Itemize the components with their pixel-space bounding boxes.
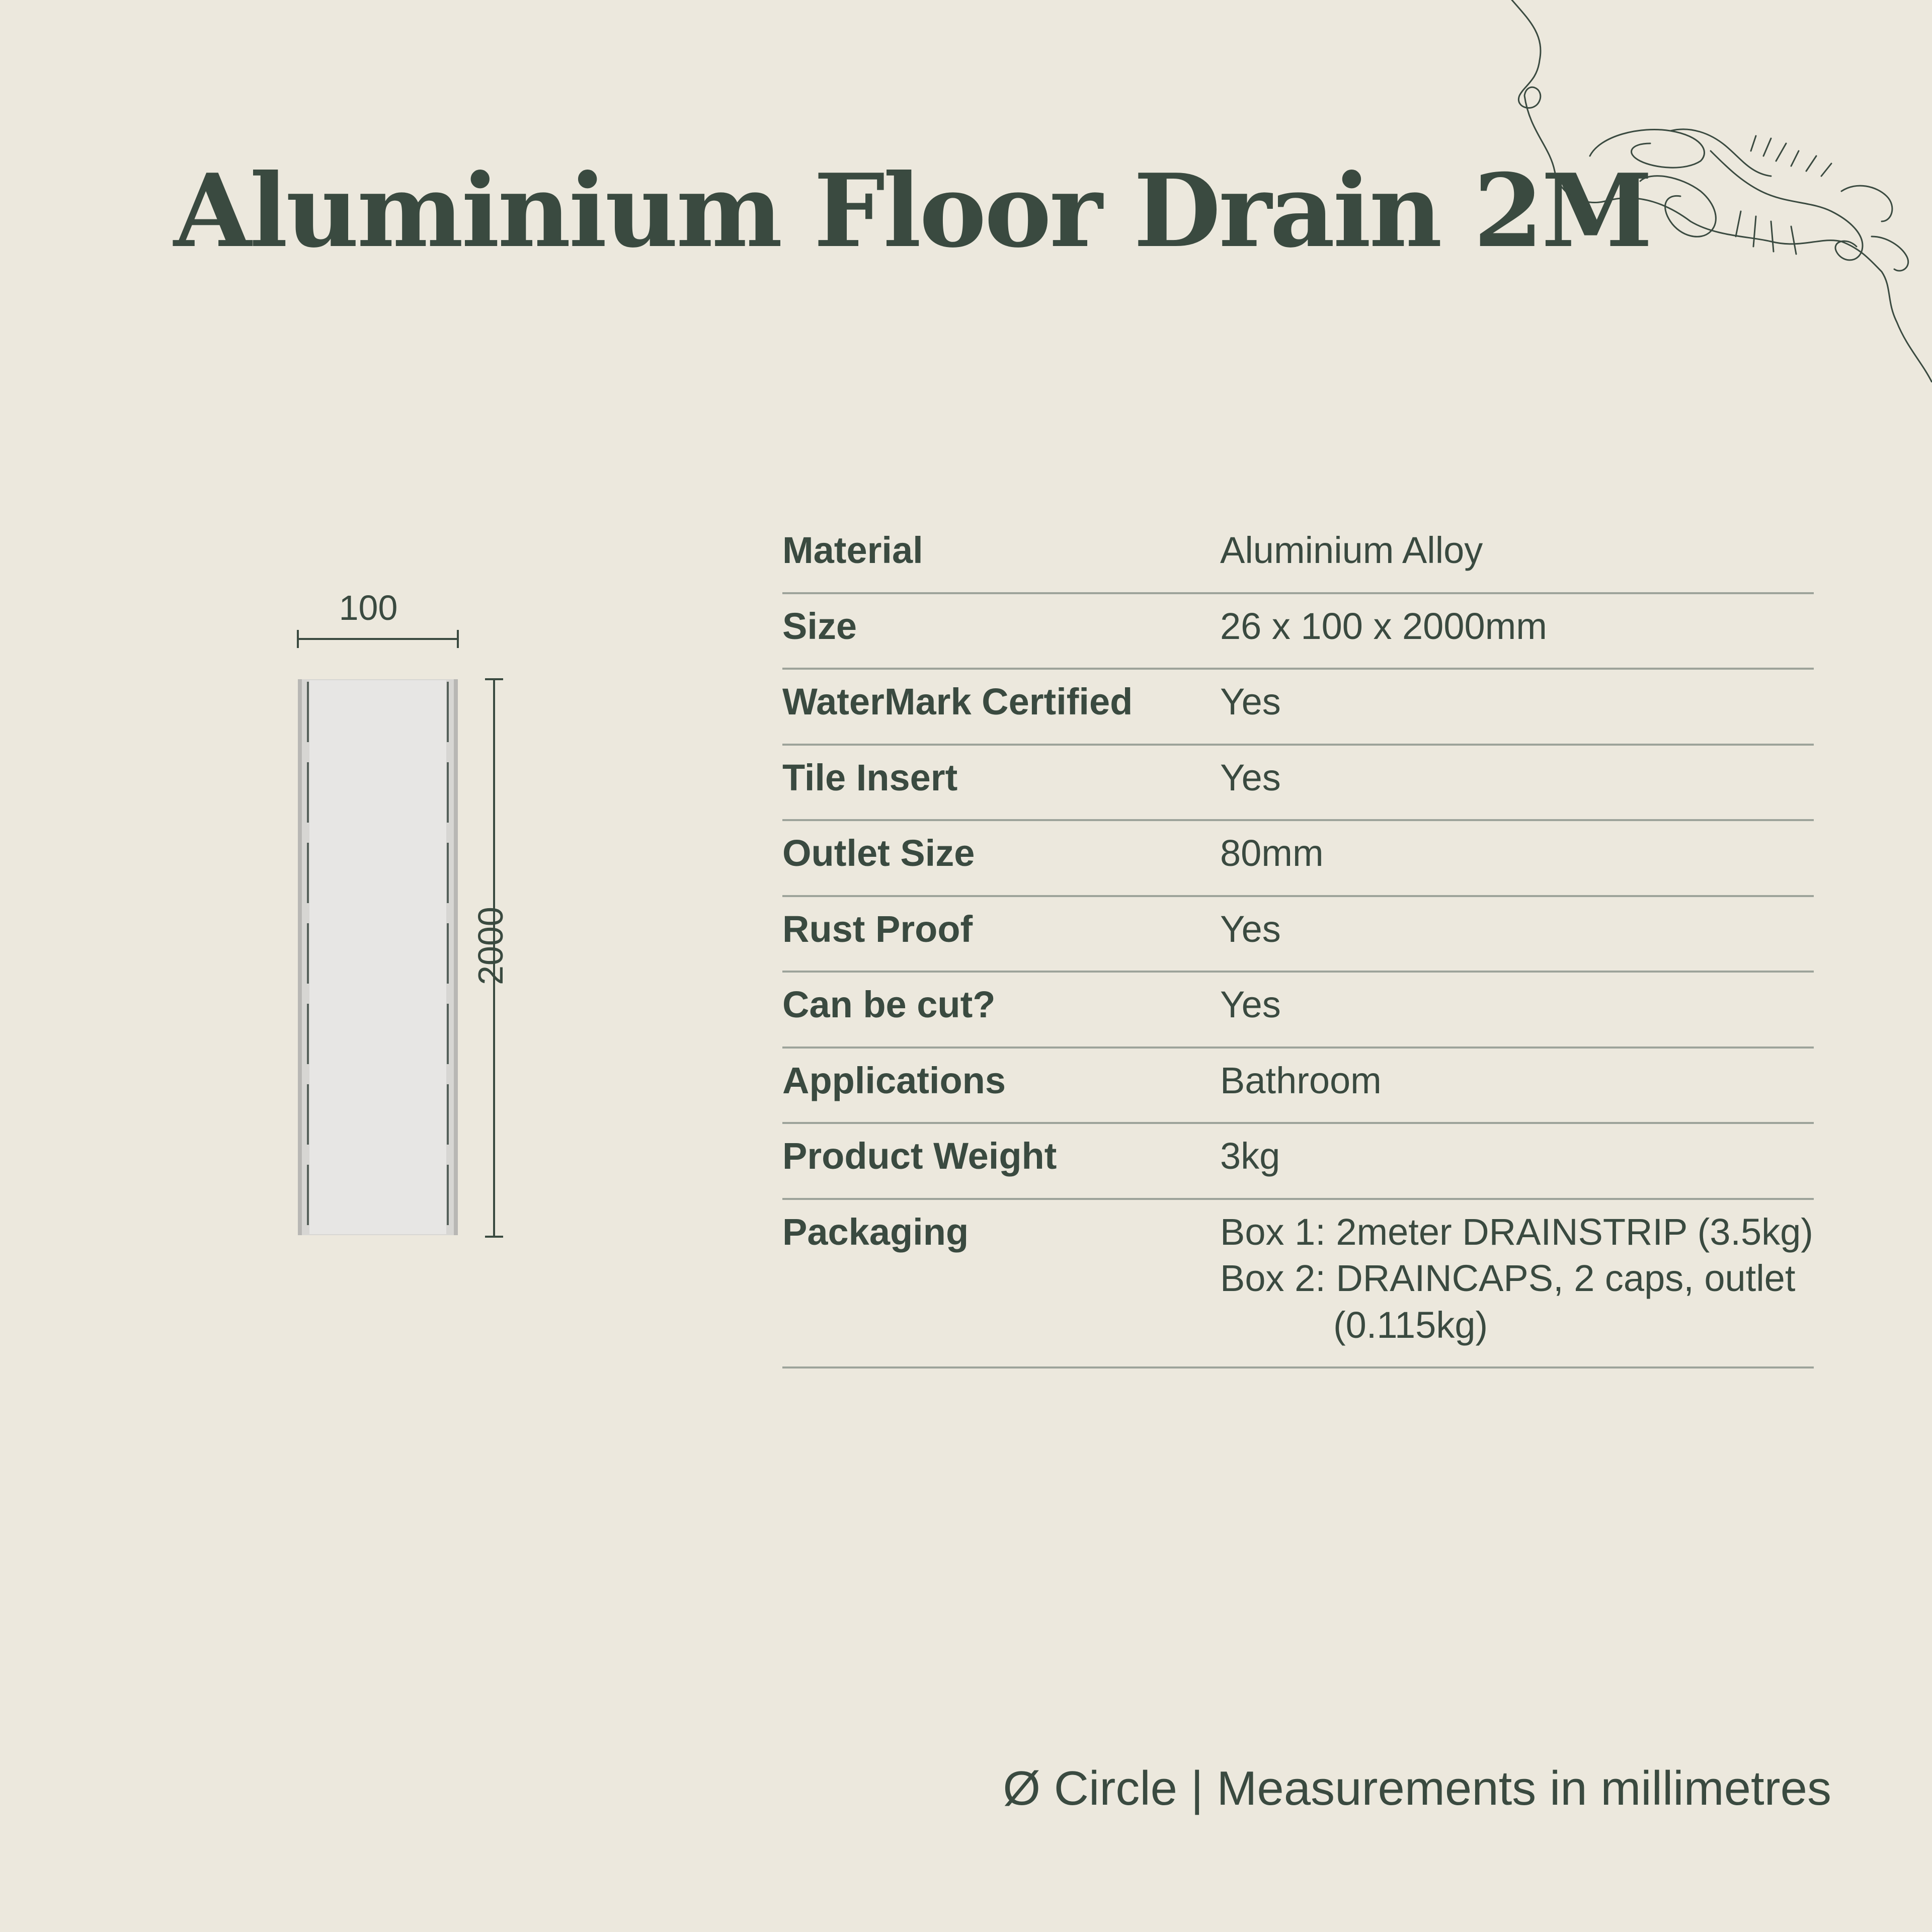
spec-value: 3kg [1220, 1135, 1280, 1177]
spec-value: Yes [1220, 756, 1281, 798]
spec-value: 26 x 100 x 2000mm [1220, 605, 1547, 647]
spec-label: Outlet Size [782, 832, 975, 874]
spec-label: Material [782, 529, 923, 571]
packaging-line: (0.115kg) [1333, 1304, 1488, 1346]
spec-value: Aluminium Alloy [1220, 529, 1483, 571]
spec-row-outlet-size [782, 821, 1814, 897]
length-dimension-label: 2000 [471, 907, 510, 985]
spec-value: Yes [1220, 681, 1281, 722]
spec-row-tile-insert [782, 746, 1814, 822]
footer-note: Ø Circle | Measurements in millimetres [1003, 1761, 1831, 1815]
lobster-line-art-icon [1489, 0, 1932, 382]
spec-label: WaterMark Certified [782, 681, 1133, 722]
drain-diagram [282, 584, 553, 1253]
drain-channel [298, 679, 458, 1235]
spec-label: Can be cut? [782, 984, 996, 1025]
spec-row-packaging [782, 1200, 1814, 1369]
spec-row-size [782, 594, 1814, 670]
spec-label: Rust Proof [782, 908, 973, 950]
width-dimension-line [298, 630, 458, 648]
packaging-line: Box 2: DRAINCAPS, 2 caps, outlet [1220, 1257, 1796, 1299]
spec-row-applications [782, 1049, 1814, 1124]
spec-value: Yes [1220, 908, 1281, 950]
spec-value: Bathroom [1220, 1059, 1382, 1101]
spec-row-material [782, 518, 1814, 594]
packaging-line: Box 1: 2meter DRAINSTRIP (3.5kg) [1220, 1211, 1813, 1253]
spec-value: 80mm [1220, 832, 1324, 874]
spec-row-product-weight [782, 1124, 1814, 1200]
spec-label: Product Weight [782, 1135, 1057, 1177]
specifications-table [782, 518, 1814, 1369]
width-dimension-label: 100 [339, 588, 398, 627]
spec-label: Applications [782, 1059, 1006, 1101]
spec-value [1220, 1209, 1814, 1349]
spec-value: Yes [1220, 984, 1281, 1025]
spec-label: Tile Insert [782, 756, 958, 798]
spec-row-rust-proof [782, 897, 1814, 973]
spec-label: Packaging [782, 1211, 969, 1253]
spec-row-watermark [782, 670, 1814, 746]
spec-row-can-be-cut [782, 973, 1814, 1049]
spec-label: Size [782, 605, 857, 647]
page-title: Aluminium Floor Drain 2M [174, 152, 1651, 270]
